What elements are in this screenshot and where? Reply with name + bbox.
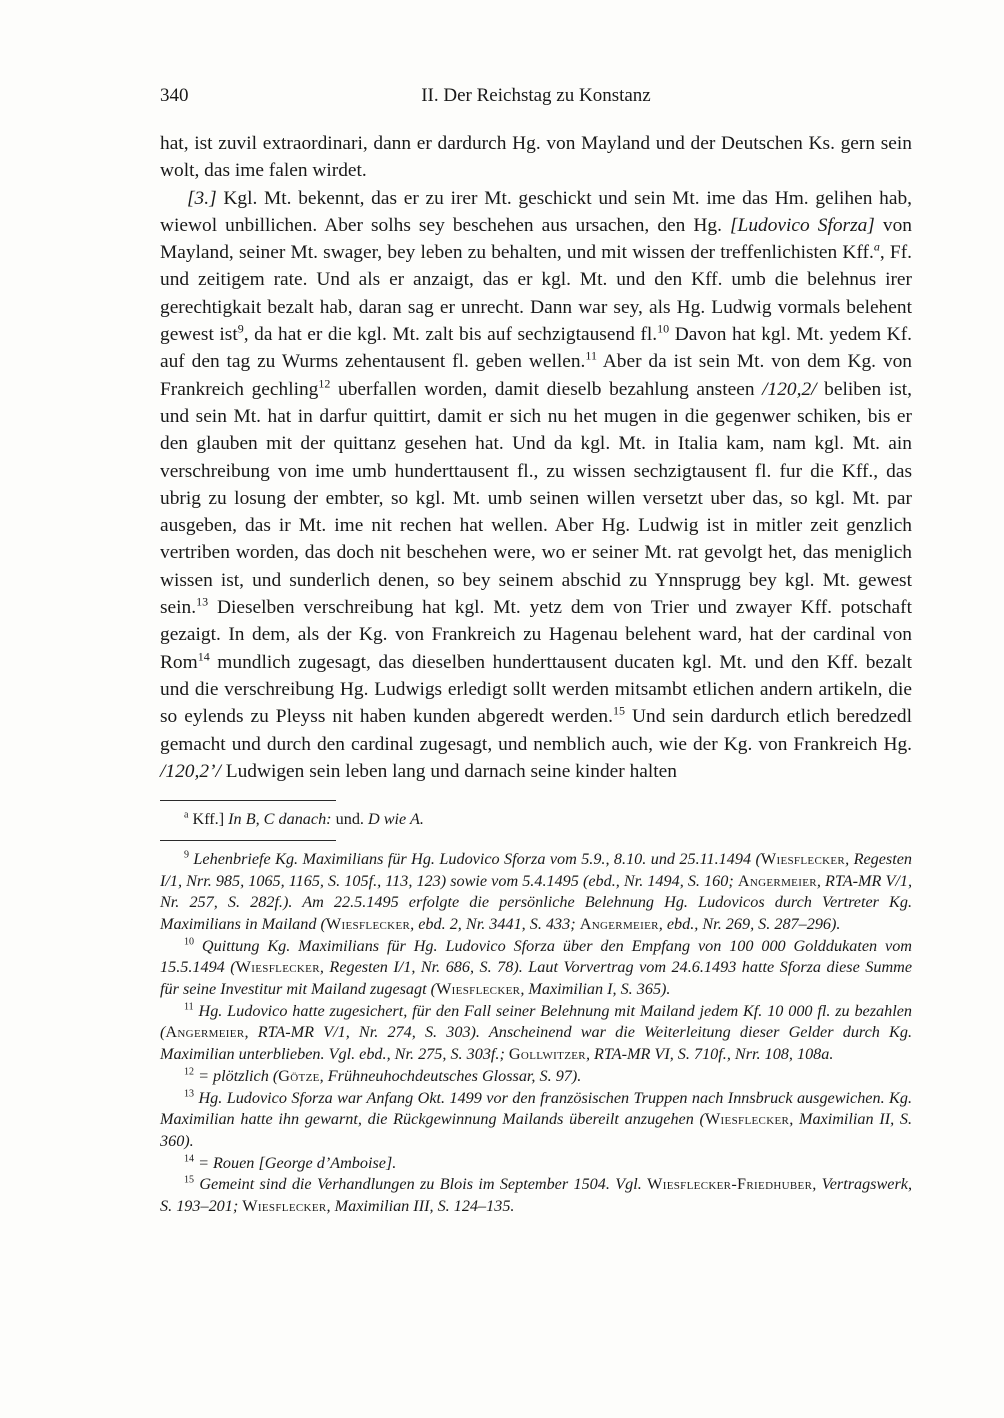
footnote-15	[160, 1174, 912, 1217]
text-run: /120,2’/	[160, 760, 221, 782]
text-run: [3.]	[187, 187, 217, 209]
main-text	[160, 130, 912, 785]
note-reference-superscript: 9	[184, 849, 190, 861]
text-run: , Regesten I/1, Nr. 686, S. 78). Laut Vorvertrag vom 24.6.1493 hatte Sforza diese Summe für seine Investitur mit Mailand zugesagt (	[160, 958, 913, 999]
text-run: , Frühneuhochdeutsches Glossar, S. 97).	[319, 1066, 582, 1085]
text-run: Aber da ist sein Mt. von dem Kg. von Frankreich gechling	[160, 351, 912, 400]
text-run: Angermeier	[165, 1023, 245, 1042]
text-run: , Maximilian III, S. 124–135.	[326, 1197, 515, 1216]
footnote-11	[160, 1001, 912, 1066]
apparatus-divider-rule	[160, 800, 336, 801]
text-run: und.	[331, 810, 368, 829]
text-run: Wiesflecker	[325, 914, 411, 933]
apparatus-note-a	[160, 809, 912, 831]
note-reference-superscript: 12	[184, 1066, 195, 1078]
text-run: D wie A.	[368, 810, 424, 829]
text-run: Quittung Kg. Maximilians für Hg. Ludovico Sforza über den Empfang von 100 000 Golddukaten vom 15.5.1494 (	[160, 936, 912, 977]
text-block	[160, 84, 912, 1218]
footnote-14	[160, 1153, 912, 1175]
text-run: , da hat er die kgl. Mt. zalt bis auf sechzigtausend fl.	[243, 324, 658, 346]
text-run: Kgl. Mt. bekennt, das er zu irer Mt. geschickt und sein Mt. ime das Hm. gelihen hab, wiewol unbillichen. Aber solhs sey beschehen aus ursachen, den Hg.	[160, 187, 912, 236]
footnote-divider-rule	[160, 840, 336, 841]
text-run: Davon hat kgl. Mt. yedem Kf. auf den tag zu Wurms zehentausent fl. geben wellen.	[160, 324, 912, 373]
text-run: Gemeint sind die Verhandlungen zu Blois im September 1504. Vgl.	[194, 1175, 648, 1194]
note-reference-superscript: 12	[318, 376, 331, 391]
text-run: uberfallen worden, damit dieselb bezahlung ansteen	[330, 378, 763, 400]
text-run: , Maximilian II, S. 360).	[160, 1110, 913, 1150]
text-run: [Ludovico Sforza]	[729, 214, 875, 236]
text-run: = plötzlich (	[194, 1066, 279, 1085]
critical-apparatus	[160, 809, 912, 831]
text-run: hat, ist zuvil extraordinari, dann er dardurch Hg. von Mayland und der Deutschen Ks. gern sein wolt, das ime falen wirdet.	[160, 133, 912, 182]
text-run: Hg. Ludovico hatte zugesichert, für den Fall seiner Belehnung mit Mailand jedem Kf. 10 000 fl. zu bezahlen (	[160, 1001, 912, 1042]
text-run: Dieselben verschreibung hat kgl. Mt. yetz dem von Trier und zwayer Kff. potschaft gezaigt. In dem, als der Kg. von Frankreich zu Hagenau belehent ward, hat der cardinal von Rom	[160, 597, 912, 673]
text-run: /120,2/	[762, 378, 817, 400]
note-reference-superscript: 14	[197, 649, 210, 664]
text-run: Wiesflecker	[704, 1110, 790, 1129]
text-run: , RTA-MR V/1, Nr. 257, S. 282f.). Am 22.5.1495 erfolgte die persönliche Belehnung Hg. Ludovicos durch Vertreter Kg. Maximilians in Mailand (	[160, 871, 912, 933]
text-run: Gollwitzer	[508, 1045, 586, 1064]
text-run: , ebd. 2, Nr. 3441, S. 433;	[410, 914, 580, 933]
page-header	[160, 84, 912, 110]
text-run: = Rouen [George d’Amboise].	[194, 1153, 397, 1172]
text-run: , Vertragswerk, S. 193–201;	[160, 1175, 912, 1216]
note-reference-superscript: 14	[184, 1153, 195, 1165]
footnote-13	[160, 1088, 912, 1153]
footnotes	[160, 849, 912, 1218]
note-reference-superscript: 15	[612, 703, 625, 718]
note-reference-superscript: 11	[184, 1001, 194, 1013]
note-reference-superscript: 10	[657, 321, 670, 336]
note-reference-superscript: 10	[184, 936, 195, 948]
footnote-9	[160, 849, 912, 936]
text-run: Kff.]	[188, 810, 229, 829]
text-run: In B, C danach:	[228, 810, 332, 829]
text-run: Hg. Ludovico Sforza war Anfang Okt. 1499 vor den französischen Truppen nach Innsbruck ausgewichen. Kg. Maximilian hatte ihn gewarnt, die Rückgewinnung Mailands übereilt anzugehen (	[160, 1088, 912, 1129]
text-run: , Ff. und zeitigem rate. Und als er anzaigt, das er kgl. Mt. und den Kff. umb die belehnus irer gerechtigkait bezalt hab, daran sag er unrecht. Dann war sey, als Hg. Ludwig vormals belehent gewest ist	[160, 242, 912, 346]
text-run: Angermeier	[579, 914, 659, 933]
text-run: , RTA-MR V/1, Nr. 274, S. 303). Anscheinend war die Weiterleitung dieser Gelder durch Kg. Maximilian unterblieben. Vgl. ebd., Nr. 275, S. 303f.;	[160, 1023, 912, 1064]
body-paragraph-continuation	[160, 130, 912, 185]
text-run: Wiesflecker	[760, 849, 846, 868]
text-run: Wiesflecker-Friedhuber	[647, 1175, 813, 1194]
text-run: von Mayland, seiner Mt. swager, bey leben zu behalten, und mit wissen der treffenlichisten Kff.	[160, 214, 912, 264]
note-reference-superscript: 13	[196, 594, 209, 609]
text-run: Angermeier	[737, 871, 817, 890]
footnote-12	[160, 1066, 912, 1088]
body-paragraph-3	[160, 185, 912, 786]
text-run: Ludwigen sein leben lang und darnach seine kinder halten	[220, 760, 677, 782]
page-number: 340	[160, 85, 189, 106]
text-run: , Regesten I/1, Nrr. 985, 1065, 1165, S. 105f., 113, 123) sowie vom 5.4.1495 (ebd., Nr. 1494, S. 160;	[160, 849, 912, 890]
text-run: Götze	[278, 1066, 320, 1085]
text-run: Wiesflecker	[242, 1197, 327, 1216]
text-run: Und sein dardurch etlich beredzedl gemacht und durch den cardinal zugesagt, und nemblich auch, wie der Kg. von Frankreich Hg.	[160, 706, 913, 755]
running-head: II. Der Reichstag zu Konstanz	[421, 85, 651, 106]
text-run: Lehenbriefe Kg. Maximilians für Hg. Ludovico Sforza vom 5.9., 8.10. und 25.11.1494 (	[189, 849, 761, 868]
text-run: , RTA-MR VI, S. 710f., Nrr. 108, 108a.	[585, 1045, 834, 1064]
footnote-10	[160, 936, 912, 1001]
text-run: Wiesflecker	[436, 980, 521, 999]
text-run: , Maximilian I, S. 365).	[520, 980, 671, 999]
text-run: mundlich zugesagt, das dieselben hunderttausent ducaten kgl. Mt. und den Kff. bezalt und die verschreibung Hg. Ludwigs erledigt sollt werden mitsambt etlichen andern artikeln, die so eylends zu Pleyss nit haben kunden abgeredt werden.	[160, 651, 912, 728]
note-reference-superscript: 11	[585, 348, 597, 363]
note-reference-superscript: 15	[184, 1174, 195, 1186]
note-reference-superscript: 13	[184, 1088, 195, 1100]
text-run: Wiesflecker	[235, 958, 320, 977]
note-reference-superscript: a	[873, 239, 880, 254]
note-reference-superscript: 9	[237, 321, 244, 336]
text-run: beliben ist, und sein Mt. hat in darfur quittirt, damit er sich nu het mugen in die gegenwer schiken, bis er den glauben mit der quittanz gesehen hat. Und da kgl. Mt. in Italia kam, nam kgl. Mt. ain verschreibung von ime umb hunderttausent fl., zu wissen sechzigtausent fl. fur die Kff., das ubrig zu losung der embter, so kgl. Mt. umb seinen willen versetzt uber das, so kgl. Mt. par ausgeben, das ir Mt. ime nit rechen hat wellen. Aber Hg. Ludwig ist in mitler zeit genzlich vertriben worden, das doch nit beschehen were, wo er seiner Mt. rat gevolgt het, das meniglich wissen ist, und sunderlich denen, so bey seinem abschid zu Ynnsprugg bey kgl. Mt. gewest sein.	[160, 378, 912, 619]
note-reference-superscript: a	[184, 809, 189, 821]
text-run: , ebd., Nr. 269, S. 287–296).	[658, 914, 841, 933]
